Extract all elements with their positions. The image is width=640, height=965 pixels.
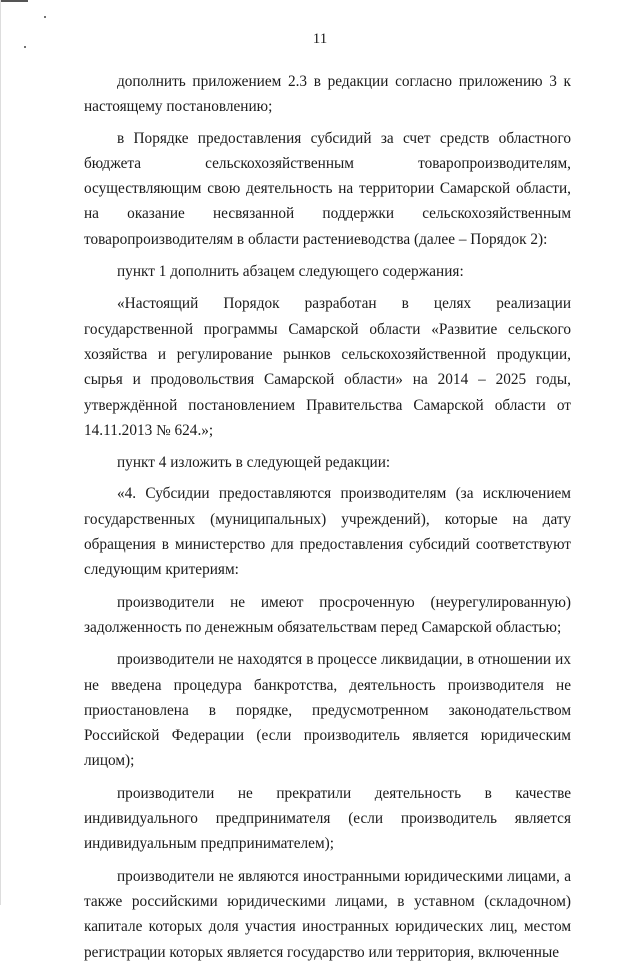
scan-edge-mark [0,0,28,2]
document-body [84,69,571,965]
paragraph: «4. Субсидии предоставляются производителям (за исключением государственных (муниципальных) учреждений), которые на дату обращения в министерство для предоставления субсидий соответствуют следующим критериям: [84,485,571,579]
page-number: 11 [312,31,328,47]
paragraph: производители не находятся в процессе ликвидации, в отношении их не введена процедура банкротства, деятельность производителя не приостановлена в порядке, предусмотренном законодательством Российской Федерации (если производитель является юридическим лицом); [84,651,571,770]
paragraph: производители не являются иностранными юридическими лицами, а также российскими юридическими лицами, в уставном (складочном) капитале которых доля участия иностранных юридических лиц, местом регистрации которых является государство или территория, включенные [84,867,571,961]
paragraph: пункт 4 изложить в следующей редакции: [117,454,391,472]
scan-speck [44,16,46,18]
paragraph: производители не прекратили деятельность в качестве индивидуального предпринимателя (если производитель является индивидуальным предпринимателем); [84,784,571,853]
paragraph: пункт 1 дополнить абзацем следующего содержания: [117,263,464,281]
scan-edge-line [0,0,1,905]
paragraph: «Настоящий Порядок разработан в целях реализации государственной программы Самарской области «Развитие сельского хозяйства и регулирование рынков сельскохозяйственной продукции, сырья и продовольствия Самарской области» на 2014 – 2025 годы, утверждённой постановлением Правительства Самарской области от 14.11.2013 № 624.»; [84,295,571,439]
paragraph: дополнить приложением 2.3 в редакции согласно приложению 3 к настоящему постановлению; [84,73,571,116]
paragraph: в Порядке предоставления субсидий за счет средств областного бюджета сельскохозяйственным товаропроизводителям, осуществляющим свою деятельность на территории Самарской области, на оказание несвязанной поддержки сельскохозяйственным товаропроизводителям в области растениеводства (далее – Порядок 2): [84,129,571,248]
paragraph: производители не имеют просроченную (неурегулированную) задолженность по денежным обязательствам перед Самарской областью; [84,593,571,636]
